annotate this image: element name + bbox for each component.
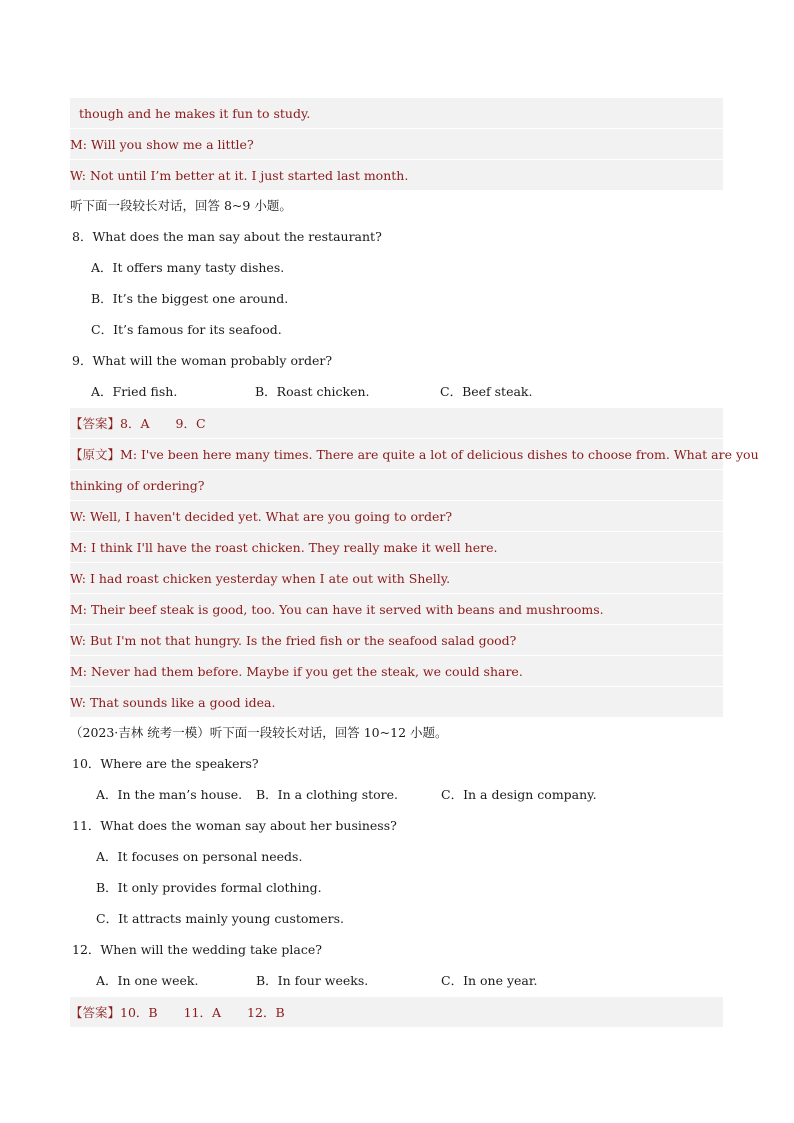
option-b: B．It only provides formal clothing.	[96, 880, 322, 895]
transcript-line: though and he makes it fun to study.	[70, 97, 723, 128]
option-a: A．In the man’s house.	[96, 787, 243, 802]
option-c: C．In one year.	[441, 973, 538, 988]
question-stem: 8．What does the man say about the restaurant?	[72, 229, 382, 244]
section-instruction: （2023·吉林 统考一模）听下面一段较长对话，回答 10~12 小题。	[70, 725, 448, 740]
option-a: A．Fried fish.	[91, 384, 178, 399]
transcript-text: M: I've been here many times. There are quite a lot of delicious dishes to choose from. What are you	[120, 447, 759, 462]
option-c: C．Beef steak.	[440, 384, 533, 399]
answer-tag: 【答案】	[70, 1005, 121, 1020]
option-b: B．In a clothing store.	[256, 787, 399, 802]
answer-value: 8．A	[120, 416, 150, 431]
transcript-line	[70, 438, 759, 469]
options-row	[70, 779, 723, 810]
answer-value: 11．A	[183, 1005, 222, 1020]
answer-line	[70, 996, 723, 1027]
transcript-line: W: Not until I’m better at it. I just started last month.	[70, 159, 723, 190]
transcript-line: thinking of ordering?	[70, 469, 723, 500]
transcript-line: M: Will you show me a little?	[70, 128, 723, 159]
option-b: B．In four weeks.	[256, 973, 369, 988]
transcript-line: M: Their beef steak is good, too. You can have it served with beans and mushrooms.	[70, 593, 723, 624]
transcript-line: M: Never had them before. Maybe if you get the steak, we could share.	[70, 655, 723, 686]
options-row	[70, 965, 723, 996]
transcript-tag: 【原文】	[70, 447, 121, 462]
question-stem: 9．What will the woman probably order?	[72, 353, 333, 368]
question-stem: 11．What does the woman say about her business?	[72, 818, 397, 833]
option-a: A．It focuses on personal needs.	[96, 849, 303, 864]
document-page	[70, 97, 759, 1027]
answer-value: 9．C	[175, 416, 206, 431]
option-a: A．It offers many tasty dishes.	[91, 260, 285, 275]
transcript-line: M: I think I'll have the roast chicken. They really make it well here.	[70, 531, 723, 562]
option-b: B．Roast chicken.	[255, 384, 370, 399]
options-row	[70, 376, 723, 407]
transcript-line: W: I had roast chicken yesterday when I ate out with Shelly.	[70, 562, 723, 593]
question-stem: 10．Where are the speakers?	[72, 756, 259, 771]
answer-line	[70, 407, 723, 438]
answer-value: 10．B	[120, 1005, 158, 1020]
option-c: C．It’s famous for its seafood.	[91, 322, 282, 337]
answer-value: 12．B	[247, 1005, 285, 1020]
section-instruction: 听下面一段较长对话，回答 8~9 小题。	[70, 198, 292, 213]
question-stem: 12．When will the wedding take place?	[72, 942, 322, 957]
option-b: B．It’s the biggest one around.	[91, 291, 289, 306]
option-a: A．In one week.	[96, 973, 199, 988]
transcript-line: W: Well, I haven't decided yet. What are you going to order?	[70, 500, 723, 531]
transcript-line: W: But I'm not that hungry. Is the fried fish or the seafood salad good?	[70, 624, 723, 655]
option-c: C．In a design company.	[441, 787, 597, 802]
option-c: C．It attracts mainly young customers.	[96, 911, 345, 926]
answer-tag: 【答案】	[70, 416, 121, 431]
transcript-line: W: That sounds like a good idea.	[70, 686, 723, 717]
